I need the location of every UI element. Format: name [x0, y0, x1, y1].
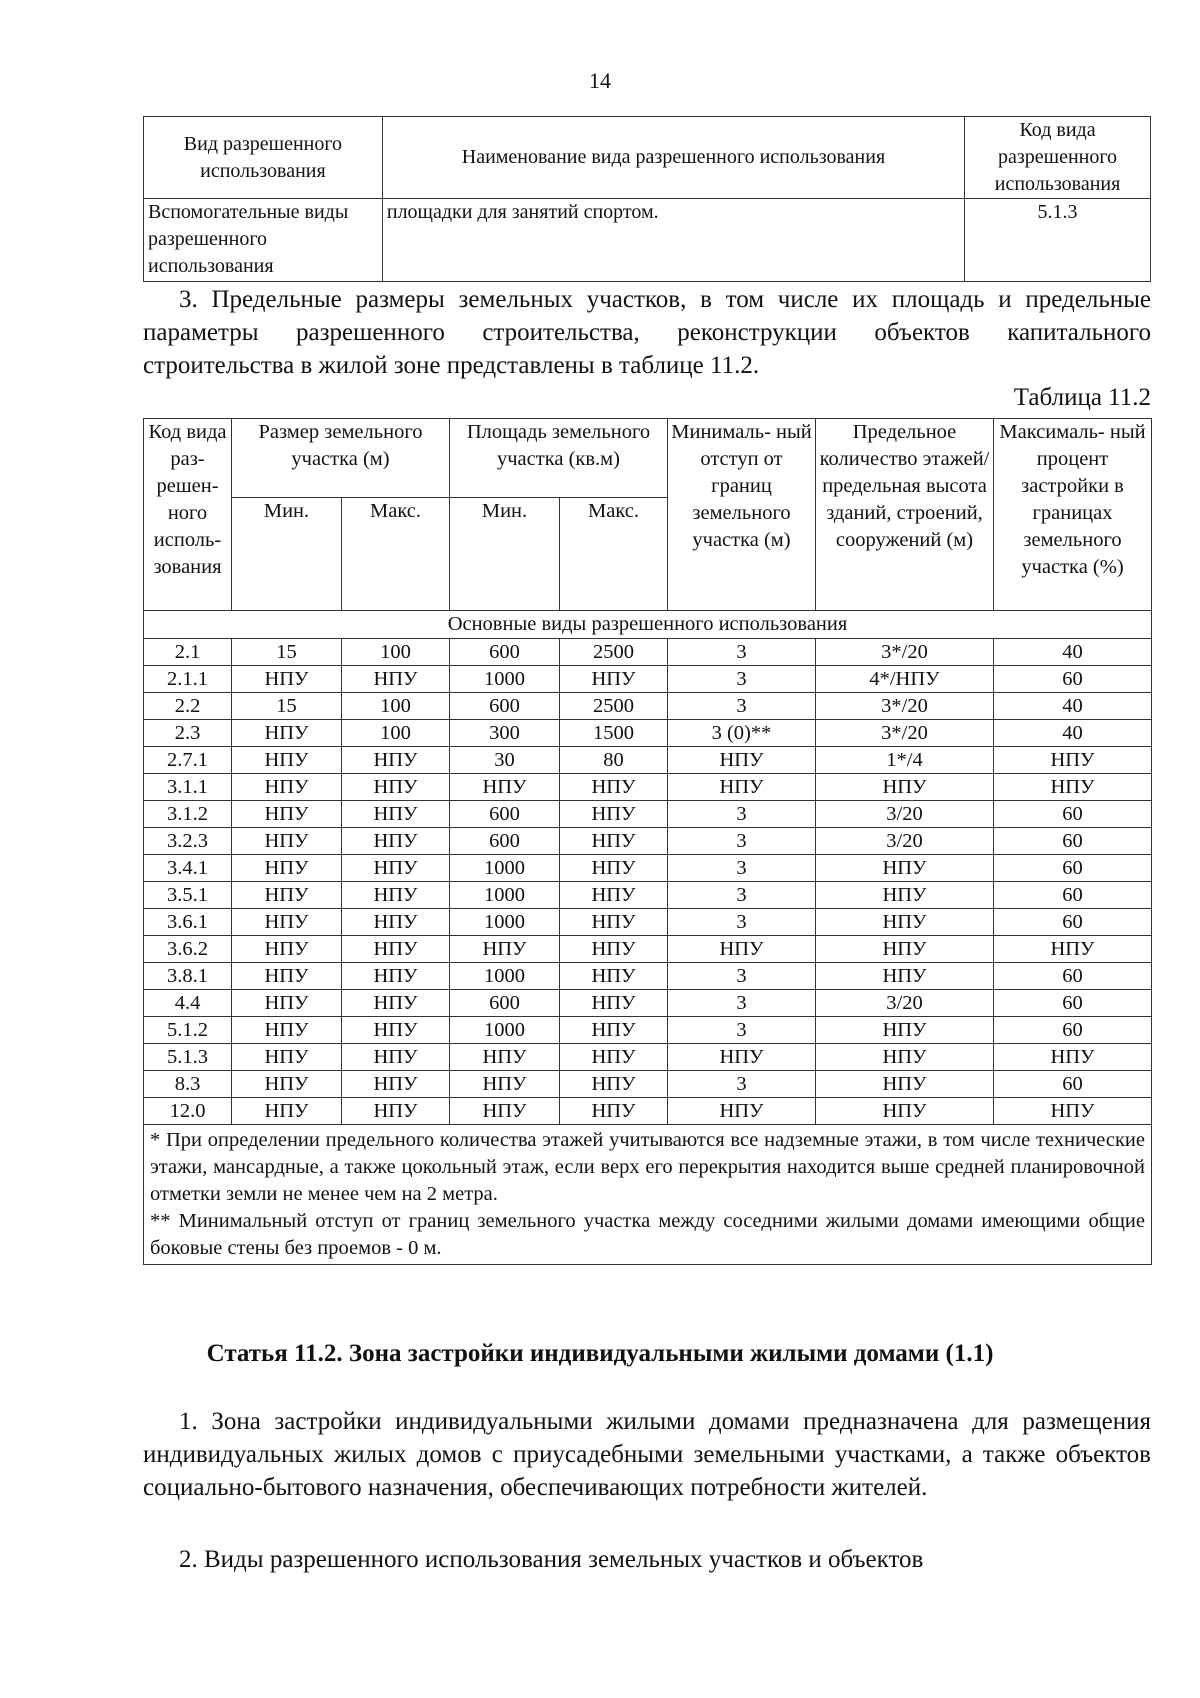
table-cell: НПУ: [816, 1044, 994, 1071]
table-caption: Таблица 11.2: [1013, 384, 1151, 411]
header-area-min: Мин.: [450, 498, 560, 611]
table-cell: НПУ: [816, 855, 994, 882]
table-cell: 2.1.1: [144, 666, 232, 693]
table-cell: НПУ: [232, 720, 342, 747]
table-cell: НПУ: [668, 1044, 816, 1071]
table-cell: НПУ: [342, 801, 450, 828]
table-notes: [144, 1125, 1152, 1265]
header-offset: Минималь- ный отступ от границ земельного участка (м): [668, 419, 816, 611]
table-cell: НПУ: [450, 1098, 560, 1125]
table-cell: НПУ: [450, 1071, 560, 1098]
table-cell: 1*/4: [816, 747, 994, 774]
table-cell: 3.1.1: [144, 774, 232, 801]
table-row: [144, 990, 1152, 1017]
table-cell: 1000: [450, 882, 560, 909]
table-cell: 15: [232, 693, 342, 720]
table-cell: 15: [232, 639, 342, 666]
table-cell: НПУ: [342, 909, 450, 936]
table-cell: 3: [668, 639, 816, 666]
table-cell: НПУ: [994, 936, 1152, 963]
table-cell: 60: [994, 990, 1152, 1017]
table-cell: НПУ: [450, 936, 560, 963]
table-cell: 3.2.3: [144, 828, 232, 855]
table-cell: 3.4.1: [144, 855, 232, 882]
header-floors: Предельное количество этажей/ предельная высота зданий, строений, сооружений (м): [816, 419, 994, 611]
table-row: [144, 963, 1152, 990]
table-cell: НПУ: [560, 936, 668, 963]
table-cell: 40: [994, 693, 1152, 720]
table-cell: НПУ: [232, 666, 342, 693]
table-cell: НПУ: [232, 1071, 342, 1098]
table-cell: НПУ: [342, 882, 450, 909]
table-cell: НПУ: [232, 855, 342, 882]
table-cell: 2500: [560, 639, 668, 666]
table-cell: 40: [994, 720, 1152, 747]
table-cell: НПУ: [994, 1098, 1152, 1125]
table-cell: 1000: [450, 1017, 560, 1044]
table-cell: 2.2: [144, 693, 232, 720]
table-cell: 2.1: [144, 639, 232, 666]
table-cell: НПУ: [342, 936, 450, 963]
table-row: [144, 720, 1152, 747]
table-cell: 3: [668, 882, 816, 909]
table-cell: НПУ: [994, 774, 1152, 801]
table-cell: НПУ: [560, 963, 668, 990]
cell-use-type: Вспомогательные виды разрешенного использования: [144, 199, 383, 282]
table-cell: НПУ: [342, 828, 450, 855]
table-cell: 3: [668, 990, 816, 1017]
section-row: Основные виды разрешенного использования: [144, 611, 1152, 639]
table-cell: 1000: [450, 855, 560, 882]
table-row: [144, 801, 1152, 828]
table-cell: 3.6.2: [144, 936, 232, 963]
table-cell: 60: [994, 855, 1152, 882]
table-cell: НПУ: [342, 855, 450, 882]
table-cell: 60: [994, 909, 1152, 936]
limits-table: [143, 418, 1152, 1265]
table-cell: НПУ: [232, 1098, 342, 1125]
header-use-code: Код вида разрешенного использования: [965, 117, 1151, 199]
table-cell: НПУ: [342, 1017, 450, 1044]
table-cell: 60: [994, 828, 1152, 855]
table-cell: 3.6.1: [144, 909, 232, 936]
table-cell: НПУ: [342, 774, 450, 801]
table-cell: НПУ: [232, 990, 342, 1017]
table-cell: НПУ: [994, 747, 1152, 774]
table-cell: 2500: [560, 693, 668, 720]
table-cell: 60: [994, 963, 1152, 990]
table-cell: 3: [668, 855, 816, 882]
table-row: [144, 828, 1152, 855]
table-cell: 100: [342, 639, 450, 666]
table-cell: 3: [668, 828, 816, 855]
table-cell: 600: [450, 828, 560, 855]
table-cell: НПУ: [560, 801, 668, 828]
table-cell: НПУ: [560, 1071, 668, 1098]
table-cell: НПУ: [668, 1098, 816, 1125]
article-title: Статья 11.2. Зона застройки индивидуальными жилыми домами (1.1): [206, 1340, 994, 1367]
table-cell: 3: [668, 666, 816, 693]
permitted-use-table: [143, 116, 1151, 282]
table-cell: 60: [994, 882, 1152, 909]
table-row: [144, 1017, 1152, 1044]
header-area-max: Макс.: [560, 498, 668, 611]
table-cell: НПУ: [232, 828, 342, 855]
page-number: 14: [589, 68, 611, 93]
table-cell: 2.3: [144, 720, 232, 747]
table-cell: 4*/НПУ: [816, 666, 994, 693]
table-row: [144, 882, 1152, 909]
table-cell: 3: [668, 693, 816, 720]
table-cell: НПУ: [450, 1044, 560, 1071]
cell-use-code: 5.1.3: [965, 199, 1151, 282]
header-area: Площадь земельного участка (кв.м): [450, 419, 668, 498]
table-cell: НПУ: [560, 1098, 668, 1125]
table-cell: НПУ: [816, 936, 994, 963]
table-cell: НПУ: [994, 1044, 1152, 1071]
table-cell: НПУ: [232, 909, 342, 936]
table-cell: 80: [560, 747, 668, 774]
table-cell: НПУ: [560, 666, 668, 693]
table-cell: 1000: [450, 666, 560, 693]
header-size: Размер земельного участка (м): [232, 419, 450, 498]
table-cell: 3/20: [816, 990, 994, 1017]
table-cell: НПУ: [560, 828, 668, 855]
table-cell: НПУ: [560, 909, 668, 936]
table-cell: 30: [450, 747, 560, 774]
table-cell: НПУ: [816, 963, 994, 990]
table-cell: 3/20: [816, 801, 994, 828]
table-cell: НПУ: [560, 1044, 668, 1071]
table-cell: НПУ: [342, 1044, 450, 1071]
table-cell: НПУ: [668, 774, 816, 801]
table-row: [144, 774, 1152, 801]
table-cell: 3: [668, 801, 816, 828]
table-cell: 5.1.3: [144, 1044, 232, 1071]
table-cell: 4.4: [144, 990, 232, 1017]
header-percent: Максималь- ный процент застройки в границах земельного участка (%): [994, 419, 1152, 611]
table-cell: НПУ: [668, 936, 816, 963]
table-row: [144, 747, 1152, 774]
table-cell: НПУ: [232, 774, 342, 801]
table-row: [144, 1044, 1152, 1071]
table-row: [144, 666, 1152, 693]
table-cell: 60: [994, 1017, 1152, 1044]
table-cell: НПУ: [342, 666, 450, 693]
article-paragraph-1: [143, 1405, 1151, 1504]
table-cell: 3/20: [816, 828, 994, 855]
table-cell: 40: [994, 639, 1152, 666]
table-cell: 60: [994, 1071, 1152, 1098]
table-cell: НПУ: [560, 990, 668, 1017]
table-cell: 3.5.1: [144, 882, 232, 909]
note-2: ** Минимальный отступ от границ земельного участка между соседними жилыми домами имеющими общие боковые стены без проемов - 0 м.: [150, 1210, 1145, 1259]
cell-use-name: площадки для занятий спортом.: [382, 199, 964, 282]
table-row: [144, 909, 1152, 936]
header-code: Код вида раз- решен- ного исполь- зования: [144, 419, 232, 611]
table-cell: 2.7.1: [144, 747, 232, 774]
header-size-max: Макс.: [342, 498, 450, 611]
table-cell: 60: [994, 801, 1152, 828]
table-cell: 3*/20: [816, 639, 994, 666]
table-cell: 1000: [450, 963, 560, 990]
table-cell: НПУ: [668, 747, 816, 774]
table-cell: НПУ: [342, 963, 450, 990]
paragraph-3-text: 3. Предельные размеры земельных участков, в том числе их площадь и предельные параметры разрешенного строительства, реконструкции объектов капитального строительства в жилой зоне представлены в таблице 11.2.: [143, 286, 1151, 379]
table-cell: 100: [342, 693, 450, 720]
table-cell: 600: [450, 693, 560, 720]
table-row: [144, 855, 1152, 882]
table-row: [144, 639, 1152, 666]
table-cell: 5.1.2: [144, 1017, 232, 1044]
header-use-type: Вид разрешенного использования: [144, 117, 383, 199]
table-cell: НПУ: [232, 1044, 342, 1071]
article-paragraph-1-text: 1. Зона застройки индивидуальными жилыми домами предназначена для размещения индивидуальных жилых домов с приусадебными земельными участками, а также объектов социально-бытового назначения, обеспечивающих потребности жителей.: [143, 1408, 1151, 1501]
table-cell: 600: [450, 990, 560, 1017]
table-cell: 1500: [560, 720, 668, 747]
table-cell: НПУ: [816, 774, 994, 801]
table-row: [144, 1098, 1152, 1125]
table-cell: НПУ: [232, 963, 342, 990]
table-row: [144, 693, 1152, 720]
table-cell: НПУ: [450, 774, 560, 801]
table-cell: НПУ: [816, 1017, 994, 1044]
article-paragraph-2: [143, 1543, 1151, 1576]
table-cell: НПУ: [560, 855, 668, 882]
table-cell: 60: [994, 666, 1152, 693]
article-paragraph-2-text: 2. Виды разрешенного использования земельных участков и объектов: [179, 1546, 924, 1573]
table-cell: НПУ: [232, 936, 342, 963]
table-row: [144, 1071, 1152, 1098]
table-cell: 3: [668, 909, 816, 936]
table-cell: 3 (0)**: [668, 720, 816, 747]
table-cell: НПУ: [816, 909, 994, 936]
table-cell: НПУ: [342, 990, 450, 1017]
table-row: [144, 936, 1152, 963]
table-body: [144, 639, 1152, 1125]
table-cell: 3: [668, 963, 816, 990]
table-cell: 3: [668, 1071, 816, 1098]
note-1: * При определении предельного количества этажей учитываются все надземные этажи, в том числе технические этажи, мансардные, а также цокольный этаж, если верх его перекрытия находится выше средней планировочной отметки земли не менее чем на 2 метра.: [150, 1129, 1145, 1205]
table-cell: НПУ: [816, 1071, 994, 1098]
table-cell: НПУ: [816, 1098, 994, 1125]
table-cell: НПУ: [816, 882, 994, 909]
table-cell: НПУ: [560, 774, 668, 801]
table-cell: 12.0: [144, 1098, 232, 1125]
table-cell: 3.8.1: [144, 963, 232, 990]
paragraph-3: [143, 283, 1151, 382]
table-cell: 3: [668, 1017, 816, 1044]
table-cell: 3*/20: [816, 720, 994, 747]
table-cell: НПУ: [560, 1017, 668, 1044]
header-size-min: Мин.: [232, 498, 342, 611]
table-cell: 3*/20: [816, 693, 994, 720]
table-cell: НПУ: [560, 882, 668, 909]
table-cell: НПУ: [342, 747, 450, 774]
table-cell: НПУ: [232, 882, 342, 909]
table-cell: 300: [450, 720, 560, 747]
table-cell: 3.1.2: [144, 801, 232, 828]
table-cell: 1000: [450, 909, 560, 936]
table-cell: НПУ: [342, 1098, 450, 1125]
table-cell: 600: [450, 639, 560, 666]
table-cell: НПУ: [232, 1017, 342, 1044]
table-cell: 100: [342, 720, 450, 747]
table-cell: НПУ: [232, 747, 342, 774]
header-use-name: Наименование вида разрешенного использования: [382, 117, 964, 199]
table-cell: НПУ: [232, 801, 342, 828]
table-cell: НПУ: [342, 1071, 450, 1098]
table-cell: 600: [450, 801, 560, 828]
table-cell: 8.3: [144, 1071, 232, 1098]
